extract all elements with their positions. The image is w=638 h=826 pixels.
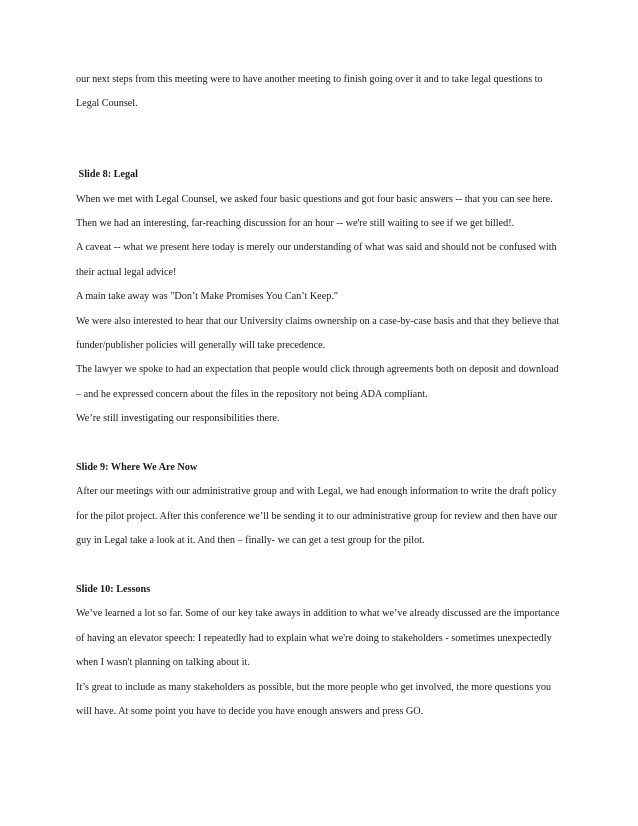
section-paragraph: The lawyer we spoke to had an expectation that people would click through agreements both on deposit and download – and he expressed concern about the files in the repository not being ADA compliant. xyxy=(76,364,559,400)
section-paragraph: We’ve learned a lot so far. Some of our key take aways in addition to what we’ve already discussed are the importance of having an elevator speech: I repeatedly had to explain what we're doing to stakeholders - sometimes unexpectedly when I wasn't planning on talking about it. xyxy=(76,608,560,669)
section-heading: Slide 9: Where We Are Now xyxy=(76,462,198,474)
section-paragraph: We were also interested to hear that our University claims ownership on a case-by-case basis and that they believe that funder/publisher policies will generally will take precedence. xyxy=(76,315,560,352)
section-paragraph: A caveat -- what we present here today is merely our understanding of what was said and should not be confused with their actual legal advice! xyxy=(76,242,557,278)
section-slide-8 xyxy=(76,163,566,431)
spacer xyxy=(76,141,566,163)
section-paragraph: We’re still investigating our responsibilities there. xyxy=(76,413,280,425)
section-paragraph: It’s great to include as many stakeholders as possible, but the more people who get involved, the more questions you will have. At some point you have to decide you have enough answers and press GO. xyxy=(76,681,552,718)
section-paragraph: After our meetings with our administrative group and with Legal, we had enough information to write the draft policy for the pilot project. After this conference we’ll be sending it to our administrative group for review and then have our guy in Legal take a look at it. And then – finally- we can get a test group for the pilot. xyxy=(76,486,558,547)
section-slide-9 xyxy=(76,456,566,554)
spacer xyxy=(76,554,566,578)
spacer xyxy=(76,117,566,141)
section-paragraph: When we met with Legal Counsel, we asked four basic questions and got four basic answers -- that you can see here. Then we had an interesting, far-reaching discussion for an hour -- we're still waiting to see if we get billed!. xyxy=(76,193,553,230)
spacer xyxy=(76,432,566,456)
intro-paragraph: our next steps from this meeting were to have another meeting to finish going over it and to take legal questions to Legal Counsel. xyxy=(76,74,543,110)
section-heading: Slide 8: Legal xyxy=(76,169,138,181)
document-body xyxy=(76,68,566,725)
section-slide-10 xyxy=(76,578,566,724)
section-paragraph: A main take away was "Don’t Make Promises You Can’t Keep." xyxy=(76,291,339,303)
section-heading: Slide 10: Lessons xyxy=(76,584,151,596)
